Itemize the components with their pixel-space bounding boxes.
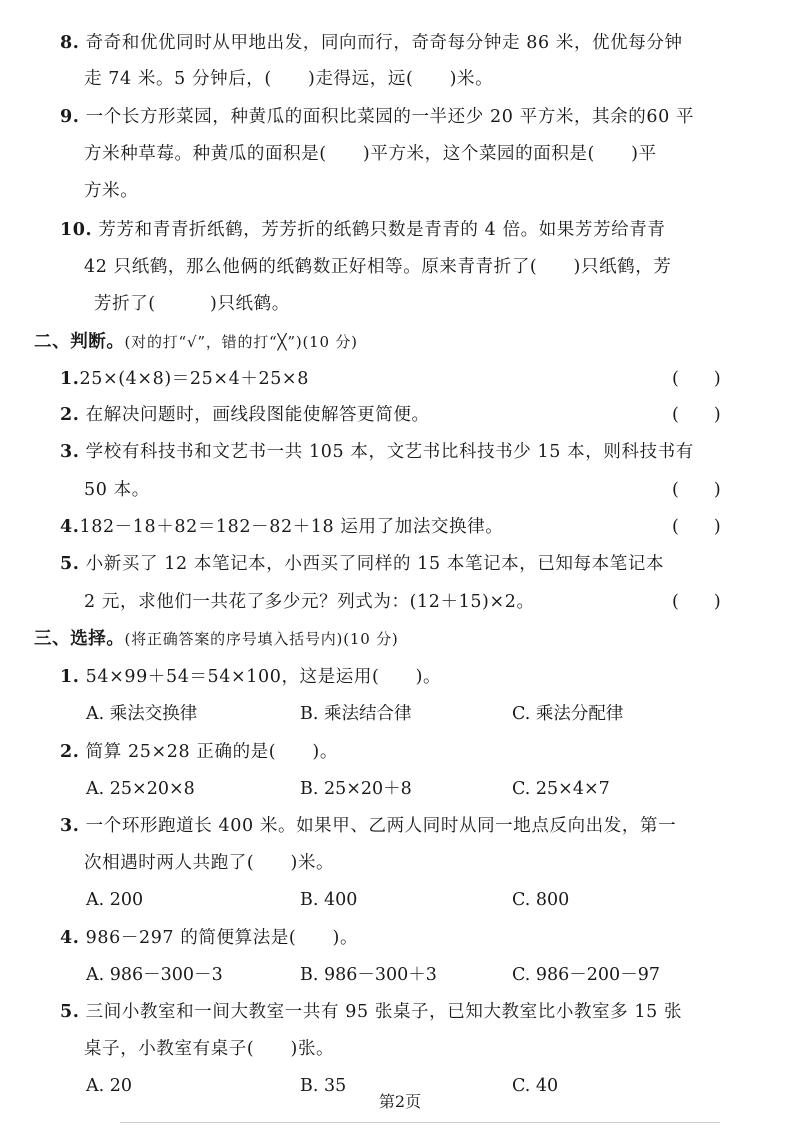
mc-item-1 — [60, 665, 441, 689]
mc-3-option-b[interactable]: B. 400 — [300, 890, 358, 910]
mc-4-option-c[interactable]: C. 986－200－97 — [512, 965, 660, 985]
tf-item-3-line2: 50 本。 — [84, 480, 150, 500]
tf-item-1-text: 25×(4×8)＝25×4＋25×8 — [79, 369, 309, 389]
q10-line1 — [60, 218, 665, 242]
mc-item-3 — [60, 814, 676, 838]
mc-2-option-a[interactable]: A. 25×20×8 — [86, 779, 195, 799]
mc-5-option-c[interactable]: C. 40 — [512, 1076, 559, 1096]
mc-item-4-number: 4. — [60, 928, 80, 948]
tf-answer-blank-5[interactable]: ( ) — [672, 592, 721, 612]
section2-heading — [34, 330, 358, 354]
tf-answer-blank-1[interactable]: ( ) — [672, 369, 721, 389]
mc-5-option-a[interactable]: A. 20 — [86, 1076, 133, 1096]
mc-item-2-text: 简算 25×28 正确的是( )。 — [85, 742, 338, 762]
q10-line2: 42 只纸鹤，那么他俩的纸鹤数正好相等。原来青青折了( )只纸鹤，芳 — [84, 257, 672, 277]
q8-number: 8. — [60, 33, 80, 53]
section3-note: (将正确答案的序号填入括号内)(10 分) — [124, 630, 399, 648]
tf-item-5-number: 5. — [60, 554, 80, 574]
tf-item-1 — [60, 367, 309, 391]
q10-line3: 芳折了( )只纸鹤。 — [94, 294, 290, 314]
tf-item-5 — [60, 552, 664, 576]
mc-item-3-line2: 次相遇时两人共跑了( )米。 — [84, 853, 335, 873]
section2-title: 二、判断。 — [34, 332, 125, 352]
tf-item-5-text: 小新买了 12 本笔记本，小西买了同样的 15 本笔记本，已知每本笔记本 — [85, 554, 665, 574]
q10-number: 10. — [60, 220, 93, 240]
section3-title: 三、选择。 — [34, 629, 125, 649]
q9-text: 一个长方形菜园，种黄瓜的面积比菜园的一半还少 20 平方米，其余的60 平 — [85, 107, 695, 127]
tf-item-3-number: 3. — [60, 442, 80, 462]
footer-divider — [120, 1122, 720, 1123]
mc-4-option-b[interactable]: B. 986－300＋3 — [300, 965, 437, 985]
q9-line2: 方米种草莓。种黄瓜的面积是( )平方米，这个菜园的面积是( )平 — [84, 144, 657, 164]
mc-item-3-number: 3. — [60, 816, 80, 836]
tf-item-2-number: 2. — [60, 405, 80, 425]
mc-item-2-number: 2. — [60, 742, 80, 762]
tf-item-5-line2: 2 元，求他们一共花了多少元？列式为：(12＋15)×2。 — [84, 592, 535, 612]
tf-item-1-number: 1. — [60, 369, 80, 389]
tf-item-4 — [60, 515, 503, 539]
mc-item-4-text: 986－297 的简便算法是( )。 — [85, 928, 359, 948]
q9-number: 9. — [60, 107, 80, 127]
mc-5-option-b[interactable]: B. 35 — [300, 1076, 347, 1096]
q8-line2: 走 74 米。5 分钟后，( )走得远，远( )米。 — [84, 69, 494, 89]
mc-item-5-text: 三间小教室和一间大教室一共有 95 张桌子，已知大教室比小教室多 15 张 — [85, 1002, 683, 1022]
mc-3-option-c[interactable]: C. 800 — [512, 890, 570, 910]
mc-2-option-b[interactable]: B. 25×20＋8 — [300, 779, 412, 799]
mc-item-5 — [60, 1000, 682, 1024]
mc-item-1-text: 54×99＋54＝54×100，这是运用( )。 — [85, 667, 442, 687]
q10-text: 芳芳和青青折纸鹤，芳芳折的纸鹤只数是青青的 4 倍。如果芳芳给青青 — [98, 220, 666, 240]
tf-item-2 — [60, 403, 430, 427]
tf-item-4-number: 4. — [60, 517, 80, 537]
mc-1-option-b[interactable]: B. 乘法结合律 — [300, 704, 412, 724]
tf-item-4-text: 182－18＋82＝182－82＋18 运用了加法交换律。 — [79, 517, 504, 537]
mc-item-3-text: 一个环形跑道长 400 米。如果甲、乙两人同时从同一地点反向出发，第一 — [85, 816, 677, 836]
mc-4-option-a[interactable]: A. 986－300－3 — [86, 965, 223, 985]
tf-answer-blank-4[interactable]: ( ) — [672, 517, 721, 537]
mc-item-5-line2: 桌子，小教室有桌子( )张。 — [84, 1039, 335, 1059]
mc-item-1-number: 1. — [60, 667, 80, 687]
tf-item-3-text: 学校有科技书和文艺书一共 105 本，文艺书比科技书少 15 本，则科技书有 — [85, 442, 694, 462]
q8-line1 — [60, 31, 683, 55]
mc-item-4 — [60, 926, 358, 950]
q8-text: 奇奇和优优同时从甲地出发，同向而行，奇奇每分钟走 86 米，优优每分钟 — [85, 33, 683, 53]
section3-heading — [34, 627, 399, 651]
q9-line3: 方米。 — [84, 181, 139, 201]
mc-2-option-c[interactable]: C. 25×4×7 — [512, 779, 610, 799]
section2-note: (对的打“√”，错的打“╳”)(10 分) — [124, 333, 358, 351]
tf-item-2-text: 在解决问题时，画线段图能使解答更简便。 — [85, 405, 430, 425]
mc-1-option-a[interactable]: A. 乘法交换律 — [86, 704, 198, 724]
mc-item-5-number: 5. — [60, 1002, 80, 1022]
page-number: 第2页 — [378, 1092, 422, 1111]
q9-line1 — [60, 105, 694, 129]
tf-item-3 — [60, 440, 694, 464]
tf-answer-blank-2[interactable]: ( ) — [672, 405, 721, 425]
tf-answer-blank-3[interactable]: ( ) — [672, 480, 721, 500]
mc-1-option-c[interactable]: C. 乘法分配律 — [512, 704, 624, 724]
mc-3-option-a[interactable]: A. 200 — [86, 890, 144, 910]
mc-item-2 — [60, 740, 338, 764]
